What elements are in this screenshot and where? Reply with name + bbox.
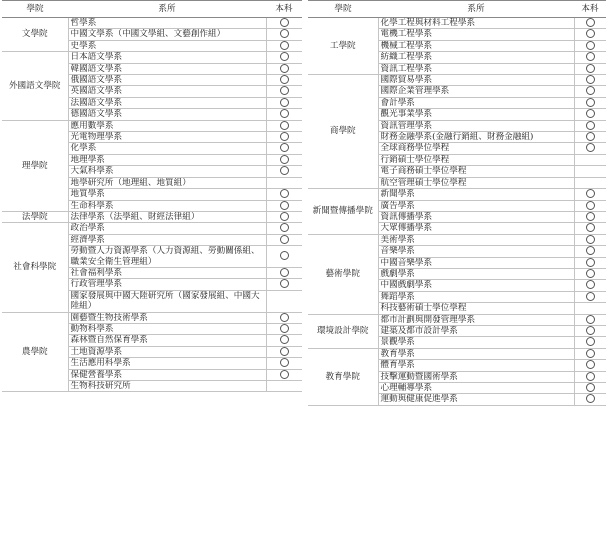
- undergrad-cell: [574, 280, 606, 291]
- undergrad-cell: [574, 97, 606, 108]
- circle-icon: [586, 29, 595, 38]
- department-cell: 財務金融學系(金融行銷組、財務金融組): [378, 132, 574, 143]
- undergrad-cell: [266, 335, 302, 346]
- circle-icon: [586, 132, 595, 141]
- circle-icon: [280, 335, 289, 344]
- department-cell: 大氣科學系: [68, 166, 266, 177]
- department-cell: 地理學系: [68, 154, 266, 165]
- circle-icon: [586, 258, 595, 267]
- undergrad-cell: [266, 223, 302, 234]
- college-cell: 商學院: [308, 75, 378, 189]
- department-cell: 政治學系: [68, 223, 266, 234]
- circle-icon: [586, 383, 595, 392]
- undergrad-cell: [266, 166, 302, 177]
- department-cell: 紡織工程學系: [378, 52, 574, 63]
- undergrad-cell: [266, 120, 302, 131]
- department-cell: 大眾傳播學系: [378, 223, 574, 234]
- department-cell: 戲劇學系: [378, 268, 574, 279]
- department-cell: 音樂學系: [378, 246, 574, 257]
- undergrad-cell: [574, 40, 606, 51]
- department-cell: 新聞學系: [378, 189, 574, 200]
- department-cell: 體育學系: [378, 360, 574, 371]
- department-cell: 行銷碩士學位學程: [378, 154, 574, 165]
- college-cell: 社會科學院: [2, 223, 68, 312]
- circle-icon: [586, 235, 595, 244]
- circle-icon: [586, 109, 595, 118]
- undergrad-cell: [574, 348, 606, 359]
- department-cell: 中國音樂學系: [378, 257, 574, 268]
- undergrad-cell: [574, 360, 606, 371]
- circle-icon: [280, 223, 289, 232]
- circle-icon: [586, 360, 595, 369]
- department-cell: 法律學系（法學組、財經法律組）: [68, 211, 266, 222]
- circle-icon: [586, 75, 595, 84]
- undergrad-cell: [574, 166, 606, 177]
- table-row: [2, 18, 302, 29]
- circle-icon: [280, 143, 289, 152]
- circle-icon: [280, 201, 289, 210]
- department-cell: 教育學系: [378, 348, 574, 359]
- undergrad-cell: [266, 200, 302, 211]
- department-cell: 技擊運動暨國術學系: [378, 371, 574, 382]
- undergrad-cell: [266, 346, 302, 357]
- college-cell: 文學院: [2, 18, 68, 52]
- department-cell: 森林暨自然保育學系: [68, 335, 266, 346]
- undergrad-cell: [574, 291, 606, 302]
- undergrad-cell: [574, 303, 606, 314]
- left-header-row: [2, 1, 302, 18]
- undergrad-cell: [574, 52, 606, 63]
- department-cell: 景觀學系: [378, 337, 574, 348]
- table-row: [308, 348, 606, 359]
- undergrad-cell: [574, 63, 606, 74]
- undergrad-cell: [574, 86, 606, 97]
- table-row: [308, 75, 606, 86]
- circle-icon: [280, 86, 289, 95]
- circle-icon: [586, 143, 595, 152]
- undergrad-cell: [266, 279, 302, 290]
- department-cell: 中國文學系（中國文學組、文藝創作組）: [68, 29, 266, 40]
- undergrad-cell: [574, 234, 606, 245]
- undergrad-cell: [266, 132, 302, 143]
- circle-icon: [280, 358, 289, 367]
- department-cell: 俄國語文學系: [68, 75, 266, 86]
- circle-icon: [280, 41, 289, 50]
- college-cell: 外國語文學院: [2, 52, 68, 120]
- circle-icon: [586, 98, 595, 107]
- undergrad-cell: [574, 143, 606, 154]
- circle-icon: [586, 337, 595, 346]
- department-cell: 資訊管理學系: [378, 120, 574, 131]
- department-cell: 國際貿易學系: [378, 75, 574, 86]
- circle-icon: [586, 246, 595, 255]
- circle-icon: [280, 132, 289, 141]
- department-cell: 心理輔導學系: [378, 383, 574, 394]
- department-cell: 電機工程學系: [378, 29, 574, 40]
- circle-icon: [586, 189, 595, 198]
- undergrad-cell: [266, 29, 302, 40]
- department-cell: 生活應用科學系: [68, 358, 266, 369]
- undergrad-cell: [574, 177, 606, 188]
- circle-icon: [280, 324, 289, 333]
- undergrad-cell: [574, 257, 606, 268]
- department-cell: 保健營養學系: [68, 369, 266, 380]
- department-cell: 勞動暨人力資源學系（人力資源組、勞動關係組、職業安全衛生管理組）: [68, 246, 266, 268]
- undergrad-header: 本科: [266, 1, 302, 18]
- department-cell: 日本語文學系: [68, 52, 266, 63]
- department-cell: 運動與健康促進學系: [378, 394, 574, 405]
- undergrad-cell: [574, 132, 606, 143]
- department-cell: 國家發展與中國大陸研究所（國家發展組、中國大陸組）: [68, 290, 266, 312]
- department-cell: 資訊工程學系: [378, 63, 574, 74]
- table-row: [2, 52, 302, 63]
- department-cell: 史學系: [68, 40, 266, 51]
- circle-icon: [280, 370, 289, 379]
- circle-icon: [280, 166, 289, 175]
- right-header-row: [308, 1, 606, 18]
- department-cell: 化學系: [68, 143, 266, 154]
- table-row: [2, 120, 302, 131]
- department-cell: 動物科學系: [68, 323, 266, 334]
- department-cell: 地學研究所（地理組、地質組）: [68, 177, 266, 188]
- circle-icon: [586, 212, 595, 221]
- undergrad-cell: [574, 154, 606, 165]
- circle-icon: [586, 372, 595, 381]
- undergrad-cell: [574, 246, 606, 257]
- department-cell: 電子商務碩士學位學程: [378, 166, 574, 177]
- circle-icon: [280, 189, 289, 198]
- department-cell: 園藝暨生物技術學系: [68, 312, 266, 323]
- college-cell: 工學院: [308, 18, 378, 75]
- circle-icon: [586, 223, 595, 232]
- left-program-table: [2, 0, 302, 392]
- department-cell: 全球商務學位學程: [378, 143, 574, 154]
- undergrad-cell: [574, 314, 606, 325]
- circle-icon: [280, 121, 289, 130]
- circle-icon: [586, 280, 595, 289]
- undergrad-cell: [574, 29, 606, 40]
- undergrad-cell: [266, 369, 302, 380]
- undergrad-cell: [266, 86, 302, 97]
- undergrad-cell: [574, 325, 606, 336]
- circle-icon: [586, 52, 595, 61]
- department-cell: 美術學系: [378, 234, 574, 245]
- department-cell: 建築及都市設計學系: [378, 325, 574, 336]
- college-cell: 環境設計學院: [308, 314, 378, 348]
- circle-icon: [586, 394, 595, 403]
- circle-icon: [280, 212, 289, 221]
- undergrad-cell: [266, 211, 302, 222]
- circle-icon: [586, 269, 595, 278]
- undergrad-cell: [266, 267, 302, 278]
- department-cell: 生物科技研究所: [68, 381, 266, 392]
- table-row: [2, 211, 302, 222]
- circle-icon: [586, 315, 595, 324]
- circle-icon: [586, 86, 595, 95]
- college-cell: 理學院: [2, 120, 68, 211]
- department-header: 系所: [378, 1, 574, 18]
- department-cell: 生命科學系: [68, 200, 266, 211]
- circle-icon: [280, 18, 289, 27]
- department-cell: 土地資源學系: [68, 346, 266, 357]
- undergrad-cell: [574, 211, 606, 222]
- undergrad-cell: [574, 75, 606, 86]
- undergrad-cell: [574, 120, 606, 131]
- undergrad-cell: [266, 358, 302, 369]
- right-program-table: [308, 0, 606, 406]
- undergrad-cell: [266, 189, 302, 200]
- department-cell: 社會福利學系: [68, 267, 266, 278]
- department-cell: 韓國語文學系: [68, 63, 266, 74]
- undergrad-cell: [266, 323, 302, 334]
- table-row: [308, 314, 606, 325]
- department-cell: 觀光事業學系: [378, 109, 574, 120]
- department-cell: 法國語文學系: [68, 97, 266, 108]
- circle-icon: [586, 64, 595, 73]
- circle-icon: [586, 349, 595, 358]
- undergrad-cell: [574, 223, 606, 234]
- department-cell: 都市計劃與開發管理學系: [378, 314, 574, 325]
- circle-icon: [280, 251, 289, 260]
- department-cell: 科技藝術碩士學位學程: [378, 303, 574, 314]
- department-cell: 航空管理碩士學位學程: [378, 177, 574, 188]
- undergrad-cell: [266, 52, 302, 63]
- circle-icon: [280, 75, 289, 84]
- undergrad-cell: [574, 371, 606, 382]
- department-cell: 經濟學系: [68, 234, 266, 245]
- undergrad-cell: [574, 109, 606, 120]
- circle-icon: [586, 18, 595, 27]
- circle-icon: [280, 98, 289, 107]
- undergrad-cell: [266, 143, 302, 154]
- undergrad-cell: [266, 234, 302, 245]
- college-cell: 法學院: [2, 211, 68, 222]
- undergrad-cell: [266, 63, 302, 74]
- department-cell: 中國戲劇學系: [378, 280, 574, 291]
- department-cell: 德國語文學系: [68, 109, 266, 120]
- circle-icon: [280, 313, 289, 322]
- undergrad-cell: [574, 200, 606, 211]
- undergrad-cell: [266, 290, 302, 312]
- circle-icon: [280, 155, 289, 164]
- circle-icon: [280, 52, 289, 61]
- table-row: [308, 189, 606, 200]
- undergrad-cell: [574, 394, 606, 405]
- college-header: 學院: [308, 1, 378, 18]
- department-cell: 行政管理學系: [68, 279, 266, 290]
- department-header: 系所: [68, 1, 266, 18]
- undergrad-cell: [574, 383, 606, 394]
- table-row: [308, 18, 606, 29]
- undergrad-cell: [266, 75, 302, 86]
- undergrad-cell: [266, 177, 302, 188]
- department-cell: 哲學系: [68, 18, 266, 29]
- undergrad-cell: [266, 18, 302, 29]
- circle-icon: [280, 109, 289, 118]
- department-cell: 會計學系: [378, 97, 574, 108]
- undergrad-cell: [266, 312, 302, 323]
- undergrad-cell: [574, 337, 606, 348]
- undergrad-header: 本科: [574, 1, 606, 18]
- circle-icon: [586, 121, 595, 130]
- undergrad-cell: [266, 381, 302, 392]
- circle-icon: [280, 64, 289, 73]
- table-row: [308, 234, 606, 245]
- circle-icon: [586, 292, 595, 301]
- undergrad-cell: [574, 189, 606, 200]
- circle-icon: [586, 41, 595, 50]
- undergrad-cell: [266, 109, 302, 120]
- department-cell: 應用數學系: [68, 120, 266, 131]
- table-row: [2, 223, 302, 234]
- department-cell: 英國語文學系: [68, 86, 266, 97]
- circle-icon: [586, 326, 595, 335]
- college-cell: 教育學院: [308, 348, 378, 405]
- table-row: [2, 312, 302, 323]
- department-cell: 光電物理學系: [68, 132, 266, 143]
- undergrad-cell: [574, 268, 606, 279]
- department-cell: 化學工程與材料工程學系: [378, 18, 574, 29]
- department-cell: 機械工程學系: [378, 40, 574, 51]
- circle-icon: [280, 29, 289, 38]
- circle-icon: [586, 201, 595, 210]
- undergrad-cell: [574, 18, 606, 29]
- undergrad-cell: [266, 40, 302, 51]
- undergrad-cell: [266, 97, 302, 108]
- college-cell: 藝術學院: [308, 234, 378, 314]
- undergrad-cell: [266, 246, 302, 268]
- department-cell: 廣告學系: [378, 200, 574, 211]
- undergrad-cell: [266, 154, 302, 165]
- circle-icon: [280, 268, 289, 277]
- college-cell: 新聞暨傳播學院: [308, 189, 378, 235]
- college-cell: 農學院: [2, 312, 68, 392]
- circle-icon: [280, 347, 289, 356]
- circle-icon: [280, 279, 289, 288]
- department-cell: 國際企業管理學系: [378, 86, 574, 97]
- department-cell: 地質學系: [68, 189, 266, 200]
- department-cell: 舞蹈學系: [378, 291, 574, 302]
- department-cell: 資訊傳播學系: [378, 211, 574, 222]
- college-header: 學院: [2, 1, 68, 18]
- circle-icon: [280, 235, 289, 244]
